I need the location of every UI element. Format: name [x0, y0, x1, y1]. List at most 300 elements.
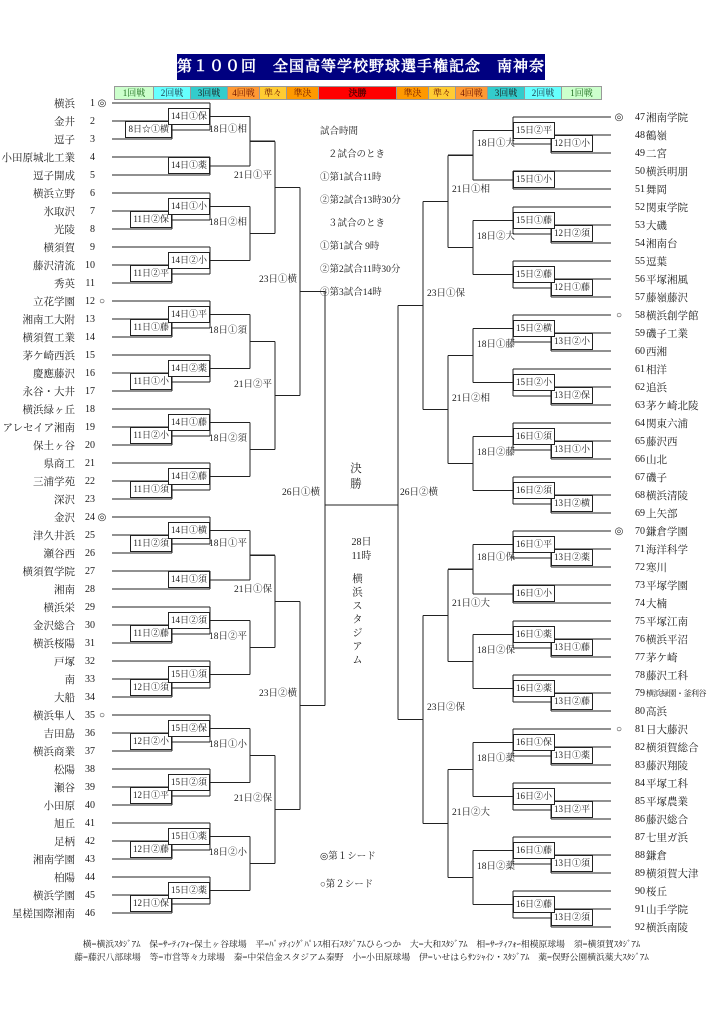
match-label: 15日②保	[168, 720, 210, 737]
team-row	[44, 240, 109, 254]
team-row	[54, 654, 108, 668]
team-number: 13	[85, 313, 95, 325]
team-row	[613, 416, 688, 430]
team-name: 旭丘	[54, 818, 75, 830]
match-label: 12日②須	[551, 225, 593, 242]
team-number: 43	[85, 853, 95, 865]
team-name: 藤沢翔陵	[646, 760, 688, 772]
team-row	[613, 128, 667, 142]
team-number: 47	[635, 111, 645, 123]
match-label: 14日①藤	[168, 414, 210, 431]
match-label: 12日①藤	[551, 279, 593, 296]
match-label: 13日①藤	[551, 639, 593, 656]
team-number: 44	[85, 871, 95, 883]
team-number: 31	[85, 637, 95, 649]
team-number: 87	[635, 831, 645, 843]
team-number: 59	[635, 327, 645, 339]
team-row	[54, 222, 108, 236]
match-label: 11日①小	[130, 373, 172, 390]
team-name: 横浜立野	[33, 188, 75, 200]
team-number: 11	[85, 277, 95, 289]
match-label: 23日②横	[258, 689, 297, 700]
match-label: 11日②保	[130, 211, 172, 228]
match-label: 12日①平	[130, 787, 172, 804]
round-header-cell: 4回戦	[228, 86, 260, 100]
team-row	[33, 258, 108, 272]
team-number: 36	[85, 727, 95, 739]
team-name: 横須賀	[43, 242, 75, 254]
team-number: 46	[85, 907, 95, 919]
match-label: 16日②薬	[513, 680, 555, 697]
seed-mark: ◎	[97, 511, 107, 523]
team-number: 16	[85, 367, 95, 379]
team-name: 追浜	[646, 382, 667, 394]
match-label: 14日②薬	[168, 360, 210, 377]
match-label: 14日①須	[168, 571, 210, 588]
team-number: 57	[635, 291, 645, 303]
team-row	[33, 852, 108, 866]
team-number: 42	[85, 835, 95, 847]
match-label: 15日②薬	[168, 882, 210, 899]
team-number: 1	[90, 97, 95, 109]
team-number: 38	[85, 763, 95, 775]
match-label: 12日②小	[130, 733, 172, 750]
game-times-note	[320, 121, 401, 305]
team-number: 76	[635, 633, 645, 645]
match-label: 21日②大	[452, 807, 491, 818]
match-label: 13日②須	[551, 909, 593, 926]
team-name: 逗子開成	[33, 170, 75, 182]
team-row	[613, 272, 688, 286]
match-label: 21日②相	[452, 393, 491, 404]
team-row	[613, 254, 667, 268]
team-row	[613, 542, 688, 556]
team-name: 山手学院	[646, 904, 688, 916]
team-number: 88	[635, 849, 645, 861]
team-row	[613, 110, 688, 124]
team-name: 逗葉	[646, 256, 667, 268]
match-label: 15日②平	[513, 122, 555, 139]
game-time-line: ①第1試合 9時	[320, 242, 380, 252]
team-name: 横須賀工業	[22, 332, 75, 344]
game-time-line: ②第2試合11時30分	[320, 265, 401, 275]
team-number: 63	[635, 399, 645, 411]
match-label: 21日①平	[233, 171, 272, 182]
team-number: 65	[635, 435, 645, 447]
team-number: 19	[85, 421, 95, 433]
team-name: 寒川	[646, 562, 667, 574]
match-label: 13日②保	[551, 387, 593, 404]
team-row	[23, 384, 109, 398]
team-name: 小田原城北工業	[1, 152, 75, 164]
team-row	[613, 146, 667, 160]
match-label: 12日①小	[551, 135, 593, 152]
team-number: 80	[635, 705, 645, 717]
team-number: 27	[85, 565, 95, 577]
team-row	[33, 294, 108, 308]
match-label: 16日①薬	[513, 626, 555, 643]
team-row	[613, 308, 699, 322]
team-number: 37	[85, 745, 95, 757]
team-number: 23	[85, 493, 95, 505]
round-header-cell: 準決	[287, 86, 319, 100]
team-name: 関東学院	[646, 202, 688, 214]
match-label: 26日①横	[281, 488, 320, 498]
final-date: 28日	[351, 537, 372, 548]
team-number: 55	[635, 255, 645, 267]
team-name: 関東六浦	[646, 418, 688, 430]
team-name: 湘南	[54, 584, 75, 596]
team-number: 35	[85, 709, 95, 721]
final-venue: 横浜スタジアム	[351, 573, 362, 668]
team-name: 星槎国際湘南	[12, 908, 75, 920]
team-number: 17	[85, 385, 95, 397]
team-number: 56	[635, 273, 645, 285]
team-number: 6	[90, 187, 95, 199]
seed-mark: ○	[98, 295, 106, 307]
venue-legend-line-1: 横=横浜ｽﾀｼﾞｱﾑ 保=ｻｰﾃｨﾌｫｰ保土ヶ谷球場 平=ﾊﾞｯﾃｨﾝｸﾞﾊﾟﾚｽ相石ｽﾀｼﾞｱﾑひらつか 大=大和ｽﾀｼﾞｱﾑ 相=ｻｰﾃｨﾌｫｰ相模原球場 須=横須賀ｽﾀｼﾞｱﾑ	[82, 939, 641, 949]
round-header-cell: 決勝	[319, 86, 397, 100]
team-row	[54, 834, 108, 848]
team-row	[33, 708, 108, 722]
round-header-cell: 4回戦	[456, 86, 488, 100]
team-row	[613, 884, 667, 898]
seed-mark: ◎	[97, 97, 107, 109]
match-label: 16日②小	[513, 788, 555, 805]
match-label: 18日②相	[208, 217, 247, 228]
team-number: 83	[635, 759, 645, 771]
match-label: 18日①薬	[477, 753, 516, 764]
team-number: 15	[85, 349, 95, 361]
team-number: 92	[635, 921, 645, 933]
team-row	[54, 114, 108, 128]
team-row	[54, 276, 108, 290]
team-number: 61	[635, 363, 645, 375]
team-name: 磯子	[646, 472, 667, 484]
round-header-cell: 準々	[429, 86, 456, 100]
match-label: 16日①須	[513, 428, 555, 445]
team-name: 平塚江南	[646, 616, 688, 628]
team-row	[3, 420, 108, 434]
team-name: 横須賀総合	[646, 742, 699, 754]
match-label: 15日①薬	[168, 828, 210, 845]
team-row	[33, 438, 108, 452]
team-row	[613, 830, 688, 844]
team-row	[23, 348, 109, 362]
team-row	[613, 398, 699, 412]
page-title: 第１００回 全国高等学校野球選手権記念 南神奈川大会	[177, 54, 545, 80]
team-row	[613, 290, 688, 304]
team-name: 横浜桜陽	[33, 638, 75, 650]
team-row	[54, 492, 108, 506]
team-name: 相洋	[646, 364, 667, 376]
team-row	[33, 186, 108, 200]
match-label: 18日①相	[208, 125, 247, 136]
seed-mark: ○	[615, 309, 623, 321]
team-row	[613, 758, 688, 772]
match-label: 12日①保	[130, 895, 172, 912]
match-label: 18日②平	[208, 631, 247, 642]
team-row	[613, 740, 699, 754]
team-row	[613, 380, 667, 394]
team-row	[33, 636, 108, 650]
team-number: 81	[635, 723, 645, 735]
team-number: 58	[635, 309, 645, 321]
venue-legend-line-2: 藤=藤沢八部球場 等=市営等々力球場 秦=中栄信金スタジアム秦野 小=小田原球場 伊=いせはらｻﾝｼｬｲﾝ・ｽﾀｼﾞｱﾑ 薬=俣野公園横浜薬大ｽﾀｼﾞｱﾑ	[74, 952, 649, 962]
team-number: 20	[85, 439, 95, 451]
game-time-line: 試合時間	[320, 127, 359, 137]
match-label: 14日②藤	[168, 468, 210, 485]
team-number: 3	[90, 133, 95, 145]
team-name: 横浜隼人	[33, 710, 75, 722]
team-row	[613, 902, 688, 916]
team-row	[613, 326, 688, 340]
seed-mark: ○	[98, 709, 106, 721]
round-header-cell: 2回戦	[154, 86, 191, 100]
team-row	[613, 434, 678, 448]
team-row	[613, 182, 667, 196]
team-row	[33, 618, 108, 632]
team-number: 67	[635, 471, 645, 483]
team-number: 84	[635, 777, 645, 789]
team-row	[33, 366, 108, 380]
team-row	[613, 614, 688, 628]
team-name: 平塚湘風	[646, 274, 688, 286]
team-number: 79	[635, 687, 645, 699]
match-label: 13日②薬	[551, 549, 593, 566]
game-time-line: ①第1試合11時	[320, 173, 382, 183]
team-name: 大楠	[646, 598, 667, 610]
team-name: 横須賀大津	[646, 868, 699, 880]
match-label: 16日①平	[513, 536, 555, 553]
team-row	[613, 344, 667, 358]
match-label: 26日②横	[400, 488, 439, 498]
team-row	[54, 762, 108, 776]
team-row	[613, 524, 688, 538]
match-label: 18日①平	[208, 539, 247, 550]
team-number: 77	[635, 651, 645, 663]
match-label: 15日①須	[168, 666, 210, 683]
team-number: 34	[85, 691, 95, 703]
team-row	[44, 600, 109, 614]
team-name: 鎌倉学園	[646, 526, 688, 538]
team-name: 桜丘	[646, 886, 667, 898]
team-number: 66	[635, 453, 645, 465]
team-name: 上矢部	[646, 508, 678, 520]
match-label: 16日②藤	[513, 896, 555, 913]
team-name: 立花学園	[33, 296, 75, 308]
team-name: 平塚工科	[646, 778, 688, 790]
team-number: 78	[635, 669, 645, 681]
team-row	[23, 402, 109, 416]
match-label: 23日①保	[427, 289, 466, 300]
round-header-cell: 準々	[260, 86, 287, 100]
team-number: 60	[635, 345, 645, 357]
team-name: 藤沢西	[646, 436, 678, 448]
team-number: 8	[90, 223, 95, 235]
round-header-cell: 1回戦	[114, 86, 154, 100]
team-number: 52	[635, 201, 645, 213]
match-label: 18日①保	[477, 553, 516, 564]
seed-mark: ◎	[614, 111, 624, 123]
team-name: 磯子工業	[646, 328, 688, 340]
match-label: 15日①藤	[513, 212, 555, 229]
team-name: 瀬谷西	[43, 548, 75, 560]
team-number: 51	[635, 183, 645, 195]
team-number: 14	[85, 331, 95, 343]
match-label: 13日①薬	[551, 747, 593, 764]
match-label: 13日①須	[551, 855, 593, 872]
match-label: 18日①小	[208, 739, 247, 750]
match-label: 18日②藤	[477, 447, 516, 458]
team-row	[613, 776, 688, 790]
team-row	[54, 816, 108, 830]
team-name: 秀英	[54, 278, 75, 290]
match-label: 12日②藤	[130, 841, 172, 858]
match-label: 16日②須	[513, 482, 555, 499]
team-number: 69	[635, 507, 645, 519]
team-number: 10	[85, 259, 95, 271]
team-number: 24	[85, 511, 95, 523]
seed-mark: ◎	[614, 525, 624, 537]
team-number: 29	[85, 601, 95, 613]
team-row	[23, 312, 109, 326]
team-name: 茅ケ崎西浜	[22, 350, 75, 362]
team-name: 逗子	[54, 134, 75, 146]
team-row	[613, 794, 688, 808]
match-label: 12日①須	[130, 679, 172, 696]
team-name: 藤沢清流	[33, 260, 75, 272]
team-name: 横浜平沼	[646, 634, 688, 646]
team-name: 山北	[646, 454, 667, 466]
round-header-cell: 準決	[397, 86, 429, 100]
match-label: 13日①小	[551, 441, 593, 458]
team-number: 41	[85, 817, 95, 829]
team-row	[613, 650, 678, 664]
team-number: 90	[635, 885, 645, 897]
match-label: 14日①平	[168, 306, 210, 323]
team-name: 海洋科学	[646, 544, 688, 556]
round-header-cell: 3回戦	[488, 86, 525, 100]
team-name: 横須賀学院	[22, 566, 75, 578]
team-number: 85	[635, 795, 645, 807]
team-row	[23, 564, 109, 578]
match-label: 18日①藤	[477, 339, 516, 350]
team-number: 72	[635, 561, 645, 573]
team-row	[613, 488, 688, 502]
match-label: 18日②須	[208, 433, 247, 444]
game-time-line: ２試合のとき	[328, 150, 386, 160]
team-number: 22	[85, 475, 95, 487]
match-label: 14日②須	[168, 612, 210, 629]
team-name: 金沢	[54, 512, 75, 524]
match-label: 21日①大	[452, 599, 491, 610]
team-number: 70	[635, 525, 645, 537]
team-name: 舞岡	[646, 184, 667, 196]
team-row	[613, 866, 699, 880]
team-row	[54, 780, 108, 794]
team-number: 62	[635, 381, 645, 393]
match-label: 15日②小	[513, 374, 555, 391]
team-name: 大船	[54, 692, 75, 704]
team-name: 平塚農業	[646, 796, 688, 808]
match-label: 13日②藤	[551, 693, 593, 710]
team-name: 横浜南陵	[646, 922, 688, 934]
team-row	[44, 204, 109, 218]
final-schedule	[325, 536, 398, 564]
team-name: 県商工	[43, 458, 75, 470]
team-name: 鶴嶺	[646, 130, 667, 142]
seed-legend-first: ◎第１シード	[320, 852, 376, 862]
team-row	[613, 506, 678, 520]
team-number: 89	[635, 867, 645, 879]
team-row	[613, 218, 667, 232]
team-row	[44, 546, 109, 560]
team-name: 湘南工大附	[22, 314, 75, 326]
match-label: 21日②保	[233, 793, 272, 804]
team-name: アレセイア湘南	[2, 422, 75, 434]
team-number: 54	[635, 237, 645, 249]
team-number: 2	[90, 115, 95, 127]
team-row	[54, 690, 108, 704]
team-number: 18	[85, 403, 95, 415]
team-number: 40	[85, 799, 95, 811]
team-row	[33, 474, 108, 488]
team-name: 高浜	[646, 706, 667, 718]
match-label: 15日②須	[168, 774, 210, 791]
team-number: 9	[90, 241, 95, 253]
team-row	[65, 672, 109, 686]
match-label: 11日②須	[130, 535, 172, 552]
match-label: 18日①大	[477, 139, 516, 150]
team-name: 慶應藤沢	[33, 368, 75, 380]
team-number: 26	[85, 547, 95, 559]
team-row	[613, 164, 688, 178]
match-label: 21日①保	[233, 585, 272, 596]
team-row	[613, 560, 667, 574]
team-name: 藤嶺藤沢	[646, 292, 688, 304]
match-label: 13日②平	[551, 801, 593, 818]
round-header-cell: 3回戦	[191, 86, 228, 100]
team-name: 金井	[54, 116, 75, 128]
team-name: 横浜明朋	[646, 166, 688, 178]
match-label: 21日②平	[233, 379, 272, 390]
team-name: 横浜創学館	[646, 310, 699, 322]
team-name: 横浜	[54, 98, 75, 110]
team-name: 南	[64, 674, 75, 686]
team-row	[613, 668, 688, 682]
team-row	[613, 362, 667, 376]
match-label: 23日①横	[258, 275, 297, 286]
team-row	[54, 132, 108, 146]
game-time-line: ②第2試合13時30分	[320, 196, 401, 206]
team-row	[613, 704, 667, 718]
team-row	[613, 920, 688, 934]
match-label: 14日①薬	[168, 157, 210, 174]
team-name: 保土ヶ谷	[33, 440, 75, 452]
team-row	[54, 870, 108, 884]
team-number: 74	[635, 597, 645, 609]
match-label: 11日②小	[130, 427, 172, 444]
team-name: 湘南台	[646, 238, 678, 250]
match-label: 14日①保	[168, 108, 210, 125]
match-label: 18日②薬	[477, 861, 516, 872]
match-label: 16日①小	[513, 585, 555, 602]
seed-legend-second: ○第２シード	[320, 880, 374, 890]
final-label: 決勝	[349, 462, 361, 493]
final-time: 11時	[351, 551, 372, 562]
round-header-cell: 1回戦	[562, 86, 602, 100]
